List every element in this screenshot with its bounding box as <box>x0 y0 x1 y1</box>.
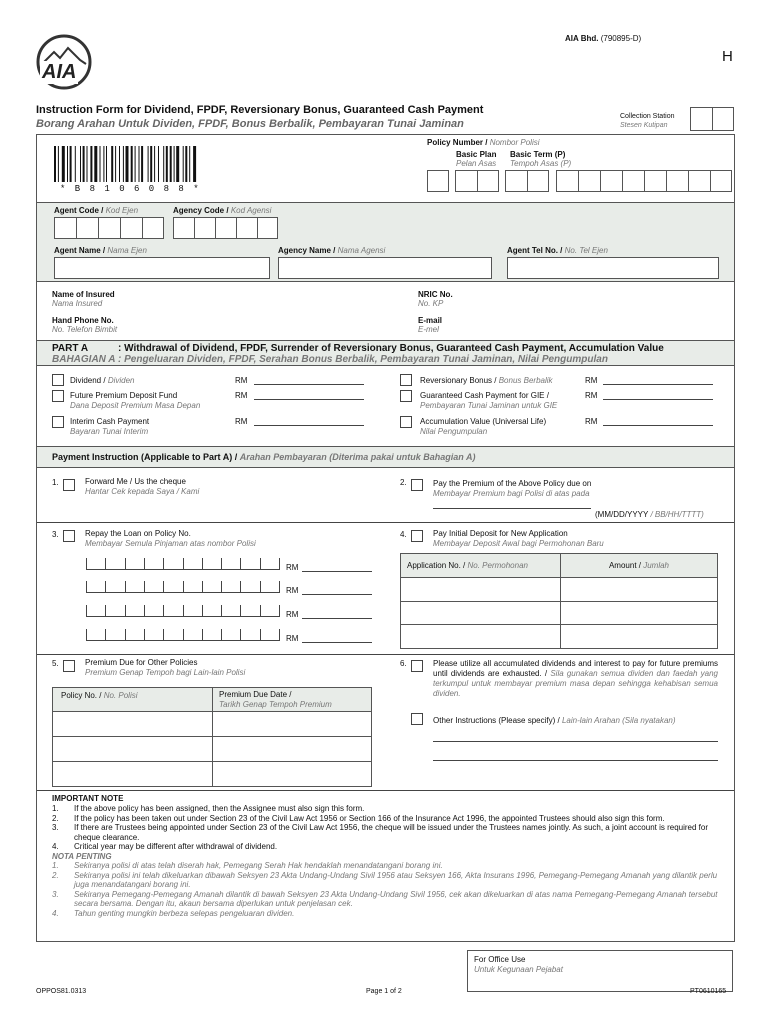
application-no-cell[interactable] <box>401 578 561 602</box>
due-date-en: Premium Due Date / <box>219 690 292 699</box>
note-text: If the policy has been taken out under Section 23 of the Civil Law Act 1956 or Section 166 of the Insurance Act 1996, the appointed Trustees should also sign this form. <box>74 813 665 823</box>
accumulation-rm: RM <box>585 417 598 426</box>
office-use-ms: Untuk Kegunaan Pejabat <box>474 965 563 974</box>
basic-term-ms: Tempoh Asas (P) <box>510 159 572 168</box>
due-date-cell[interactable] <box>213 762 372 787</box>
basic-term-label <box>510 150 571 168</box>
loan-policy-row[interactable] <box>86 581 280 593</box>
option-5-ms: Premium Genap Tempoh bagi Lain-lain Polisi <box>85 668 246 677</box>
notes-list <box>52 804 718 918</box>
company-reg: (790895-D) <box>600 34 642 43</box>
aia-logo <box>36 34 92 90</box>
interim-ms: Bayaran Tunai Interim <box>70 427 149 436</box>
option-6-ms: Sila gunakan semua dividen dan faedah yang terkumpul untuk membayar premium masa depan sehingga kehabisan semua dividen. <box>433 669 718 698</box>
basic-plan-label <box>456 150 496 168</box>
gie-amount-field[interactable] <box>603 399 713 400</box>
agent-tel-field[interactable] <box>507 257 719 279</box>
policy-no-cell[interactable] <box>53 762 213 787</box>
note-item: 2. If the policy has been taken out under Section 23 of the Civil Law Act 1956 or Section 166 of the Insurance Act 1996, the appointed Trustees should also sign this form. <box>52 813 665 823</box>
collection-station-label <box>620 112 674 130</box>
loan-rm-label: RM <box>286 586 299 595</box>
due-date-cell[interactable] <box>213 712 372 737</box>
note-text-ms: Tahun genting mungkin berbeza selepas pengeluaran dividen. <box>74 908 295 918</box>
reversionary-checkbox[interactable] <box>400 374 412 386</box>
option-2-en: Pay the Premium of the Above Policy due on <box>433 479 592 488</box>
gie-rm: RM <box>585 391 598 400</box>
application-no-cell[interactable] <box>401 601 561 625</box>
interim-en: Interim Cash Payment <box>70 417 150 426</box>
note-item: 1. If the above policy has been assigned, then the Assignee must also sign this form. <box>52 804 365 813</box>
option-1-checkbox[interactable] <box>63 479 75 491</box>
gie-ms: Pembayaran Tunai Jaminan untuk GIE <box>420 401 558 410</box>
application-no-cell[interactable] <box>401 625 561 649</box>
accumulation-ms: Nilai Pengumpulan <box>420 427 488 436</box>
insured-name-ms: Nama Insured <box>52 299 103 308</box>
footer-ref-code: PT0610165 <box>690 988 727 995</box>
agency-name-label <box>278 246 385 255</box>
office-use-en: For Office Use <box>474 955 526 964</box>
insured-name-label <box>52 290 115 308</box>
accumulation-label <box>420 417 546 437</box>
fpdf-amount-field[interactable] <box>254 399 364 400</box>
due-date-header <box>213 688 372 712</box>
dividend-en: Dividend / <box>70 376 106 385</box>
basic-plan-field[interactable] <box>455 170 499 192</box>
policy-no-en: Policy No. / <box>61 691 102 700</box>
form-code: H <box>722 48 733 65</box>
loan-rm-label: RM <box>286 563 299 572</box>
part-a-label-en: PART A <box>52 343 89 354</box>
note-item-ms: 4. Tahun genting mungkin berbeza selepas pengeluaran dividen. <box>52 908 295 918</box>
basic-term-field[interactable] <box>505 170 549 192</box>
other-instructions-line-2[interactable] <box>433 760 718 761</box>
part-a-title-ms: : Pengeluaran Dividen, FPDF, Serahan Bonus Berbalik, Pembayaran Tunai Jaminan, Nilai Pengumpulan <box>118 354 608 365</box>
option-5-label <box>85 658 245 678</box>
fpdf-ms: Dana Deposit Premium Masa Depan <box>70 401 201 410</box>
company-name: AIA Bhd. <box>565 34 599 43</box>
option-4-en: Pay Initial Deposit for New Application <box>433 529 568 538</box>
payment-header-en: Payment Instruction (Applicable to Part A) / <box>52 452 238 462</box>
application-no-en: Application No. / <box>407 561 466 570</box>
reversionary-rm: RM <box>585 376 598 385</box>
note-item: 3. If there are Trustees being appointed under Section 23 of the Civil Law Act 1956, the cheque will be issued under the Trustees names jointly. As such, a joint account is required for cheque clearance. <box>52 823 718 842</box>
date-format-label <box>595 510 704 519</box>
option-2-label <box>433 479 591 499</box>
application-no-header <box>401 554 561 578</box>
part-a-label <box>52 343 116 365</box>
due-date-cell[interactable] <box>213 737 372 762</box>
option-3-label <box>85 529 256 549</box>
notes-title: IMPORTANT NOTE <box>52 794 124 803</box>
policy-no-cell[interactable] <box>53 737 213 762</box>
option-6-number: 6. <box>400 659 407 668</box>
option-5-checkbox[interactable] <box>63 660 75 672</box>
part-a-title-en: : Withdrawal of Dividend, FPDF, Surrender of Reversionary Bonus, Guaranteed Cash Payment, Accumulation Value <box>118 343 664 354</box>
option-4-ms: Membayar Deposit Awal bagi Permohonan Baru <box>433 539 604 548</box>
reversionary-label <box>420 376 553 385</box>
date-format-en: (MM/DD/YYYY <box>595 510 649 519</box>
agent-code-en: Agent Code / <box>54 206 104 215</box>
policy-no-ms: No. Polisi <box>103 691 138 700</box>
loan-amount-field[interactable] <box>302 594 372 595</box>
application-table <box>400 553 718 649</box>
reversionary-ms: Bonus Berbalik <box>498 376 553 385</box>
premium-due-date-field[interactable] <box>433 508 591 509</box>
option-6-checkbox[interactable] <box>411 660 423 672</box>
interim-checkbox[interactable] <box>52 416 64 428</box>
other-policies-table <box>52 687 372 787</box>
part-a-title <box>118 343 664 365</box>
footer-form-code: OPPOS81.0313 <box>36 988 87 995</box>
company-header <box>565 34 641 43</box>
policy-no-cell[interactable] <box>53 712 213 737</box>
policy-number-ms: Nombor Polisi <box>489 138 540 147</box>
loan-policy-row[interactable] <box>86 629 280 641</box>
basic-plan-ms: Pelan Asas <box>456 159 497 168</box>
agent-name-en: Agent Name / <box>54 246 106 255</box>
agency-name-ms: Nama Agensi <box>337 246 386 255</box>
divider <box>37 790 734 791</box>
option-2-ms: Membayar Premium bagi Polisi di atas pada <box>433 489 590 498</box>
dividend-amount-field[interactable] <box>254 384 364 385</box>
fpdf-en: Future Premium Deposit Fund <box>70 391 178 400</box>
divider <box>37 654 734 655</box>
other-instructions-label <box>433 716 676 725</box>
policy-no-header <box>53 688 213 712</box>
due-date-ms: Tarikh Genap Tempoh Premium <box>219 700 332 709</box>
loan-policy-row[interactable] <box>86 558 280 570</box>
amount-cell[interactable] <box>561 578 718 602</box>
gie-label <box>420 391 557 411</box>
agent-name-field[interactable] <box>54 257 270 279</box>
phone-en: Hand Phone No. <box>52 316 114 325</box>
note-text: If there are Trustees being appointed under Section 23 of the Civil Law Act 1956, the cheque will be issued under the Trustees names jointly. As such, a joint account is required for cheque clearance. <box>74 823 709 842</box>
dividend-label <box>70 376 135 385</box>
title-en: Instruction Form for Dividend, FPDF, Reversionary Bonus, Guaranteed Cash Payment <box>36 104 484 116</box>
option-5-en: Premium Due for Other Policies <box>85 658 198 667</box>
logo-text: AIA <box>42 61 77 83</box>
policy-number-label <box>427 138 540 147</box>
agent-tel-label <box>507 246 608 255</box>
phone-label <box>52 316 117 334</box>
loan-amount-field[interactable] <box>302 642 372 643</box>
policy-number-en: Policy Number / <box>427 138 488 147</box>
loan-amount-field[interactable] <box>302 618 372 619</box>
collection-station-en: Collection Station <box>620 113 675 120</box>
loan-rm-label: RM <box>286 610 299 619</box>
option-6-label <box>433 659 718 699</box>
agent-code-field[interactable] <box>54 217 164 239</box>
interim-rm: RM <box>235 417 248 426</box>
amount-header <box>561 554 718 578</box>
amount-cell[interactable] <box>561 625 718 649</box>
email-en: E-mail <box>418 316 443 325</box>
option-4-number: 4. <box>400 530 407 539</box>
option-3-checkbox[interactable] <box>63 530 75 542</box>
payment-header-text <box>52 452 475 462</box>
title-ms: Borang Arahan Untuk Dividen, FPDF, Bonus Berbalik, Pembayaran Tunai Jaminan <box>36 118 464 130</box>
dividend-rm: RM <box>235 376 248 385</box>
note-item-ms: 2. Sekiranya polisi ini telah dikeluarkan dibawah Seksyen 23 Akta Undang-Undang Sivil 1956 atau Seksyen 166, Akta Insurans 1996, Pemegang-Pemegang Amanah yang dilantik perlu juga menandatangani borang ini. <box>52 870 718 889</box>
loan-policy-row[interactable] <box>86 605 280 617</box>
email-ms: E-mel <box>418 325 439 334</box>
policy-prefix-field[interactable] <box>427 170 449 192</box>
insured-name-en: Name of Insured <box>52 290 115 299</box>
accumulation-checkbox[interactable] <box>400 416 412 428</box>
note-text-ms: Sekiranya polisi di atas telah diserah hak, Pemegang Serah Hak hendaklah menandatangani borang ini. <box>74 861 443 870</box>
fpdf-label <box>70 391 200 411</box>
note-text: If the above policy has been assigned, then the Assignee must also sign this form. <box>74 804 365 813</box>
date-format-ms: / BB/HH/TTTT) <box>650 510 704 519</box>
agency-code-en: Agency Code / <box>173 206 229 215</box>
loan-amount-field[interactable] <box>302 571 372 572</box>
note-text-ms: Sekiranya Pemegang-Pemegang Amanah dilantik di bawah Seksyen 23 Akta Undang-Undang Sivil 1956, cek akan dikeluarkan di atas nama Pemegang-Pemegang Amanah tersebut secara bersama. Dengan itu, akaun bersama diperlukan untuk penjelasan cek. <box>74 889 718 908</box>
fpdf-rm: RM <box>235 391 248 400</box>
nric-ms: No. KP <box>418 299 444 308</box>
gie-en: Guaranteed Cash Payment for GIE / <box>420 391 549 400</box>
agency-name-en: Agency Name / <box>278 246 336 255</box>
agency-name-field[interactable] <box>278 257 492 279</box>
other-instructions-checkbox[interactable] <box>411 713 423 725</box>
loan-rm-label: RM <box>286 634 299 643</box>
barcode <box>54 146 244 182</box>
note-text-ms: Sekiranya polisi ini telah dikeluarkan dibawah Seksyen 23 Akta Undang-Undang Sivil 1956 atau Seksyen 166, Akta Insurans 1996, Pemegang-Pemegang Amanah yang dilantik perlu juga menandatangani borang ini. <box>74 870 718 889</box>
phone-ms: No. Telefon Bimbit <box>52 325 118 334</box>
collection-station-ms: Stesen Kutipan <box>620 122 668 129</box>
option-4-checkbox[interactable] <box>411 530 423 542</box>
policy-number-field[interactable] <box>556 170 732 192</box>
payment-header-ms: Arahan Pembayaran (Diterima pakai untuk Bahagian A) <box>239 452 476 462</box>
basic-plan-en: Basic Plan <box>456 150 497 159</box>
option-1-label <box>85 477 199 497</box>
option-1-ms: Hantar Cek kepada Saya / Kami <box>85 487 200 496</box>
nric-en: NRIC No. <box>418 290 453 299</box>
agent-code-label <box>54 206 138 215</box>
other-instructions-en: Other Instructions (Please specify) / <box>433 716 560 725</box>
other-instructions-line-1[interactable] <box>433 741 718 742</box>
agency-code-label <box>173 206 271 215</box>
agent-tel-en: Agent Tel No. / <box>507 246 563 255</box>
agent-name-label <box>54 246 147 255</box>
divider <box>37 522 734 523</box>
amount-ms: Jumlah <box>643 561 670 570</box>
agency-code-field[interactable] <box>173 217 278 239</box>
option-2-checkbox[interactable] <box>411 479 423 491</box>
interim-label <box>70 417 149 437</box>
agent-tel-ms: No. Tel Ejen <box>564 246 608 255</box>
option-3-en: Repay the Loan on Policy No. <box>85 529 191 538</box>
option-3-number: 3. <box>52 530 59 539</box>
application-no-ms: No. Permohonan <box>467 561 528 570</box>
reversionary-en: Reversionary Bonus / <box>420 376 497 385</box>
basic-term-en: Basic Term (P) <box>510 150 566 159</box>
option-6-en: Please utilize all accumulated dividends and interest to pay for future premiums until dividends are exhausted. / <box>433 659 718 678</box>
reversionary-amount-field[interactable] <box>603 384 713 385</box>
option-4-label <box>433 529 604 549</box>
nric-label <box>418 290 453 308</box>
agent-code-ms: Kod Ejen <box>105 206 139 215</box>
office-use-box <box>467 950 733 992</box>
amount-cell[interactable] <box>561 601 718 625</box>
dividend-ms: Dividen <box>107 376 135 385</box>
part-a-label-ms: BAHAGIAN A <box>52 354 116 365</box>
accumulation-amount-field[interactable] <box>603 425 713 426</box>
accumulation-en: Accumulation Value (Universal Life) <box>420 417 547 426</box>
note-item-ms: 1. Sekiranya polisi di atas telah diserah hak, Pemegang Serah Hak hendaklah menandatangani borang ini. <box>52 861 443 870</box>
option-1-en: Forward Me / Us the cheque <box>85 477 186 486</box>
email-label <box>418 316 442 334</box>
dividend-checkbox[interactable] <box>52 374 64 386</box>
agent-name-ms: Nama Ejen <box>107 246 147 255</box>
option-1-number: 1. <box>52 478 59 487</box>
option-5-number: 5. <box>52 659 59 668</box>
gie-checkbox[interactable] <box>400 390 412 402</box>
collection-station-field[interactable] <box>690 107 734 131</box>
notes-title-ms: NOTA PENTING <box>52 851 112 861</box>
option-3-ms: Membayar Semula Pinjaman atas nombor Polisi <box>85 539 256 548</box>
option-2-number: 2. <box>400 478 407 487</box>
amount-en: Amount / <box>608 561 641 570</box>
note-item: 4. Critical year may be different after withdrawal of dividend. <box>52 842 278 851</box>
note-text: Critical year may be different after withdrawal of dividend. <box>74 842 278 851</box>
other-instructions-ms: Lain-lain Arahan (Sila nyatakan) <box>561 716 676 725</box>
fpdf-checkbox[interactable] <box>52 390 64 402</box>
footer-page-number: Page 1 of 2 <box>366 988 402 995</box>
interim-amount-field[interactable] <box>254 425 364 426</box>
note-item-ms: 3. Sekiranya Pemegang-Pemegang Amanah dilantik di bawah Seksyen 23 Akta Undang-Undang Sivil 1956, cek akan dikeluarkan di atas nama Pemegang-Pemegang Amanah tersebut secara bersama. Dengan itu, akaun bersama diperlukan untuk penjelasan cek. <box>52 889 718 908</box>
agency-code-ms: Kod Agensi <box>230 206 272 215</box>
barcode-text: * B 8 1 0 6 0 8 8 * <box>60 184 201 194</box>
